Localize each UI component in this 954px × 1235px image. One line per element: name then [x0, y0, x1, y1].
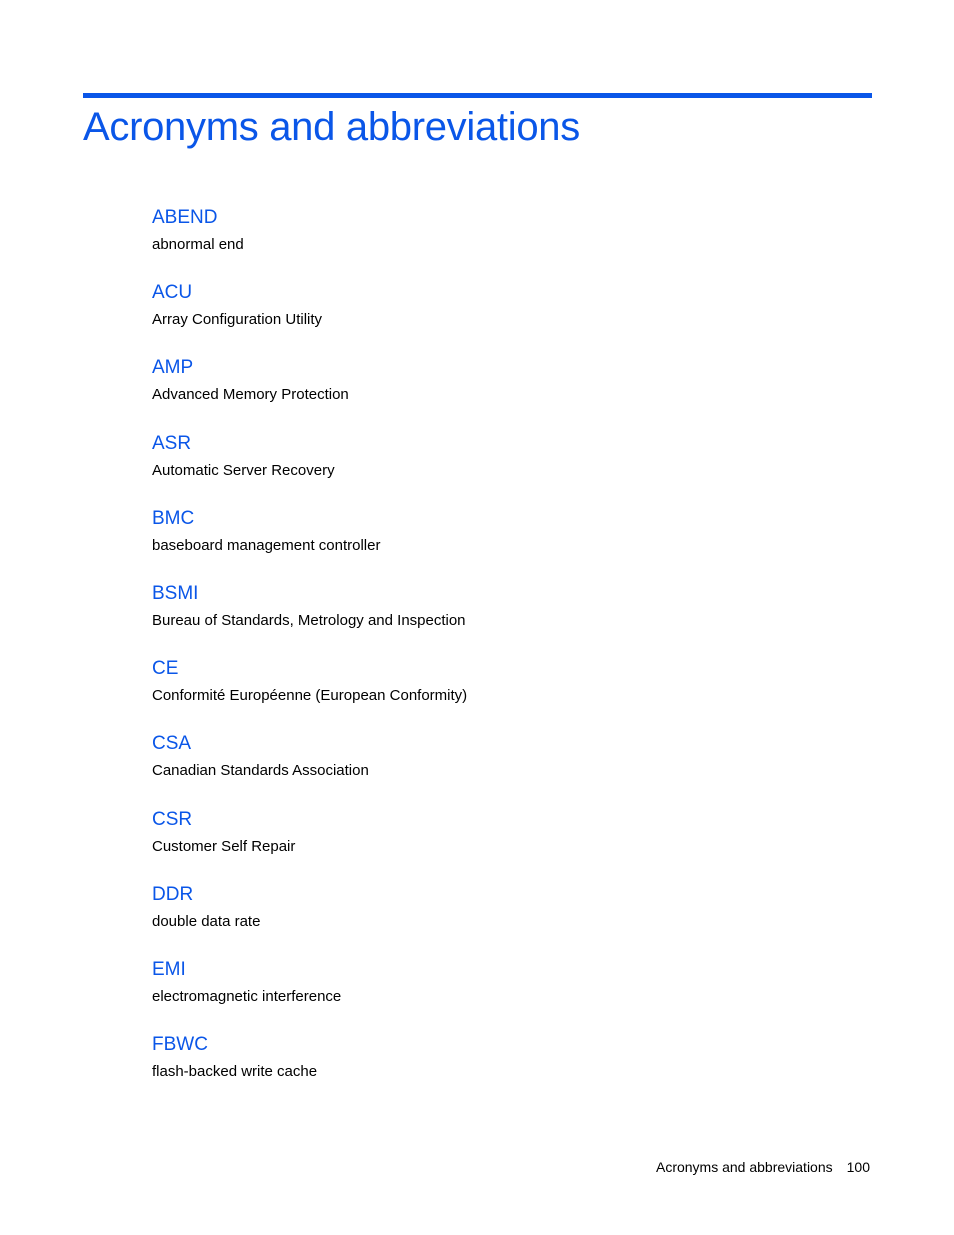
glossary-definition: Automatic Server Recovery: [152, 461, 335, 479]
glossary-definition: Canadian Standards Association: [152, 762, 369, 780]
glossary-term: ASR: [152, 432, 192, 454]
title-rule: [83, 93, 872, 98]
glossary-entry: [152, 354, 852, 429]
glossary-entry: [152, 430, 852, 505]
glossary-term: EMI: [152, 958, 186, 980]
page-title: Acronyms and abbreviations: [83, 105, 580, 149]
glossary-entry: [152, 806, 852, 881]
glossary-entry: [152, 956, 852, 1031]
page-footer: [656, 1157, 870, 1177]
footer-section-title: Acronyms and abbreviations: [655, 1159, 833, 1175]
glossary-definition: electromagnetic interference: [152, 987, 342, 1005]
glossary-term: BMC: [152, 507, 195, 529]
glossary-term: CE: [152, 658, 179, 680]
glossary-entry: [152, 655, 852, 730]
glossary-definition: Customer Self Repair: [152, 837, 296, 855]
glossary-definition: baseboard management controller: [152, 536, 381, 554]
glossary-definition: abnormal end: [152, 236, 244, 253]
glossary-entry: [152, 1031, 852, 1106]
glossary-term: ACU: [152, 282, 193, 304]
glossary-list: [152, 204, 852, 1106]
glossary-term: AMP: [152, 357, 194, 379]
glossary-definition: Advanced Memory Protection: [152, 386, 349, 404]
glossary-term: CSR: [152, 808, 193, 830]
glossary-definition: Array Configuration Utility: [152, 311, 323, 329]
glossary-definition: flash-backed write cache: [152, 1063, 318, 1081]
glossary-term: FBWC: [152, 1034, 208, 1056]
glossary-definition: Conformité Européenne (European Conformity): [152, 687, 468, 705]
glossary-entry: [152, 279, 852, 354]
glossary-term: DDR: [152, 883, 194, 905]
glossary-term: ABEND: [152, 207, 218, 228]
glossary-term: CSA: [152, 733, 192, 755]
glossary-entry: [152, 881, 852, 956]
glossary-term: BSMI: [152, 582, 199, 604]
glossary-definition: Bureau of Standards, Metrology and Inspection: [152, 611, 466, 629]
glossary-entry: [152, 505, 852, 580]
glossary-entry: [152, 580, 852, 655]
glossary-definition: double data rate: [152, 912, 261, 930]
page-number: 100: [846, 1159, 870, 1175]
glossary-entry: [152, 730, 852, 805]
glossary-entry: [152, 204, 852, 279]
